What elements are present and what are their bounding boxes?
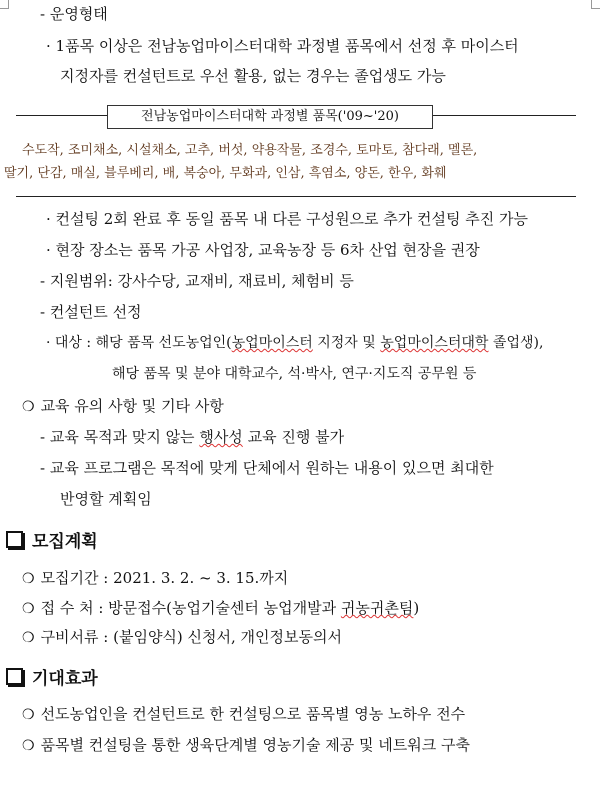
reception-text-team: 귀농귀촌팀 (340, 599, 414, 617)
recruit-period-text: 모집기간 : 2021. 3. 2. ~ 3. 15.까지 (40, 569, 289, 587)
operation-type-line: - 운영형태 (40, 5, 108, 23)
effect-section-heading (6, 668, 98, 690)
notes-line-1-c: 교육 진행 불가 (242, 428, 345, 446)
operation-detail-line-2: 지정자를 컨설턴트로 우선 활용, 없는 경우는 졸업생도 가능 (60, 67, 446, 85)
effect-item-2 (22, 735, 470, 756)
consulting-repeat-line: · 컨설팅 2회 완료 후 동일 품목 내 다른 구성원으로 추가 컨설팅 추진 가능 (46, 210, 529, 228)
course-items-row-2: 딸기, 단감, 매실, 블루베리, 배, 복숭아, 무화과, 인삼, 흑염소, 양돈, 한우, 화훼 (4, 166, 447, 181)
notes-heading-text: 교육 유의 사항 및 기타 사항 (40, 397, 224, 415)
page-corner-mark-left (0, 0, 9, 9)
effect-item-1-text: 선도농업인을 컨설턴트로 한 컨설팅으로 품목별 영농 노하우 전수 (40, 705, 466, 723)
effect-item-2-text: 품목별 컨설팅을 통한 생육단계별 영농기술 제공 및 네트워크 구축 (40, 736, 470, 754)
target-text-c: 지정자 및 (312, 335, 381, 351)
target-line-2: 해당 품목 및 분야 대학교수, 석·박사, 연구·지도직 공무원 등 (112, 366, 477, 382)
circle-bullet-icon: ❍ (22, 630, 35, 646)
page-corner-mark-right (591, 0, 600, 9)
notes-line-1 (40, 427, 344, 447)
support-scope-line: - 지원범위: 강사수당, 교재비, 재료비, 체험비 등 (40, 272, 354, 290)
checkbox-square-icon (6, 531, 23, 548)
consultant-selection-line: - 컨설턴트 선정 (40, 303, 142, 321)
notes-line-2: - 교육 프로그램은 목적에 맞게 단체에서 원하는 내용이 있으면 최대한 (40, 459, 494, 477)
target-text-meister: 농업마이스터 (231, 335, 313, 351)
recruit-period-line (22, 568, 288, 589)
effect-heading-text: 기대효과 (32, 669, 98, 689)
recruit-reception-line (22, 598, 419, 619)
circle-bullet-icon: ❍ (22, 399, 35, 415)
circle-bullet-icon: ❍ (22, 571, 35, 587)
circle-bullet-icon: ❍ (22, 738, 35, 754)
course-items-row-1: 수도작, 조미채소, 시설채소, 고추, 버섯, 약용작물, 조경수, 토마토, 참다래, 멜론, (22, 143, 478, 158)
notes-heading-line (22, 396, 224, 417)
recruit-documents-text: 구비서류 : (붙임양식) 신청서, 개인정보동의서 (40, 628, 342, 646)
course-items-box-title: 전남농업마이스터대학 과정별 품목('09~'20) (107, 105, 433, 129)
target-line-1 (46, 333, 543, 353)
operation-detail-line-1: · 1품목 이상은 전남농업마이스터대학 과정별 품목에서 선정 후 마이스터 (46, 37, 519, 55)
reception-text-c: ) (413, 599, 420, 617)
target-text-e: 졸업생), (488, 335, 544, 351)
notes-line-3: 반영할 계획임 (60, 490, 152, 508)
circle-bullet-icon: ❍ (22, 707, 35, 723)
checkbox-square-icon (6, 668, 23, 685)
recruit-heading-text: 모집계획 (32, 532, 98, 552)
recruit-section-heading (6, 531, 98, 553)
target-text-a: · 대상 : 해당 품목 선도농업인( (46, 335, 232, 351)
venue-line: · 현장 장소는 품목 가공 사업장, 교육농장 등 6차 산업 현장을 권장 (46, 241, 480, 259)
reception-text-a: 접 수 처 : 방문접수(농업기술센터 농업개발과 (40, 599, 341, 617)
notes-line-1-b: 행사성 (199, 428, 243, 446)
recruit-documents-line (22, 627, 342, 648)
notes-line-1-a: - 교육 목적과 맞지 않는 (40, 428, 200, 446)
effect-item-1 (22, 704, 465, 725)
target-text-meister-univ: 농업마이스터대학 (380, 335, 489, 351)
circle-bullet-icon: ❍ (22, 601, 35, 617)
